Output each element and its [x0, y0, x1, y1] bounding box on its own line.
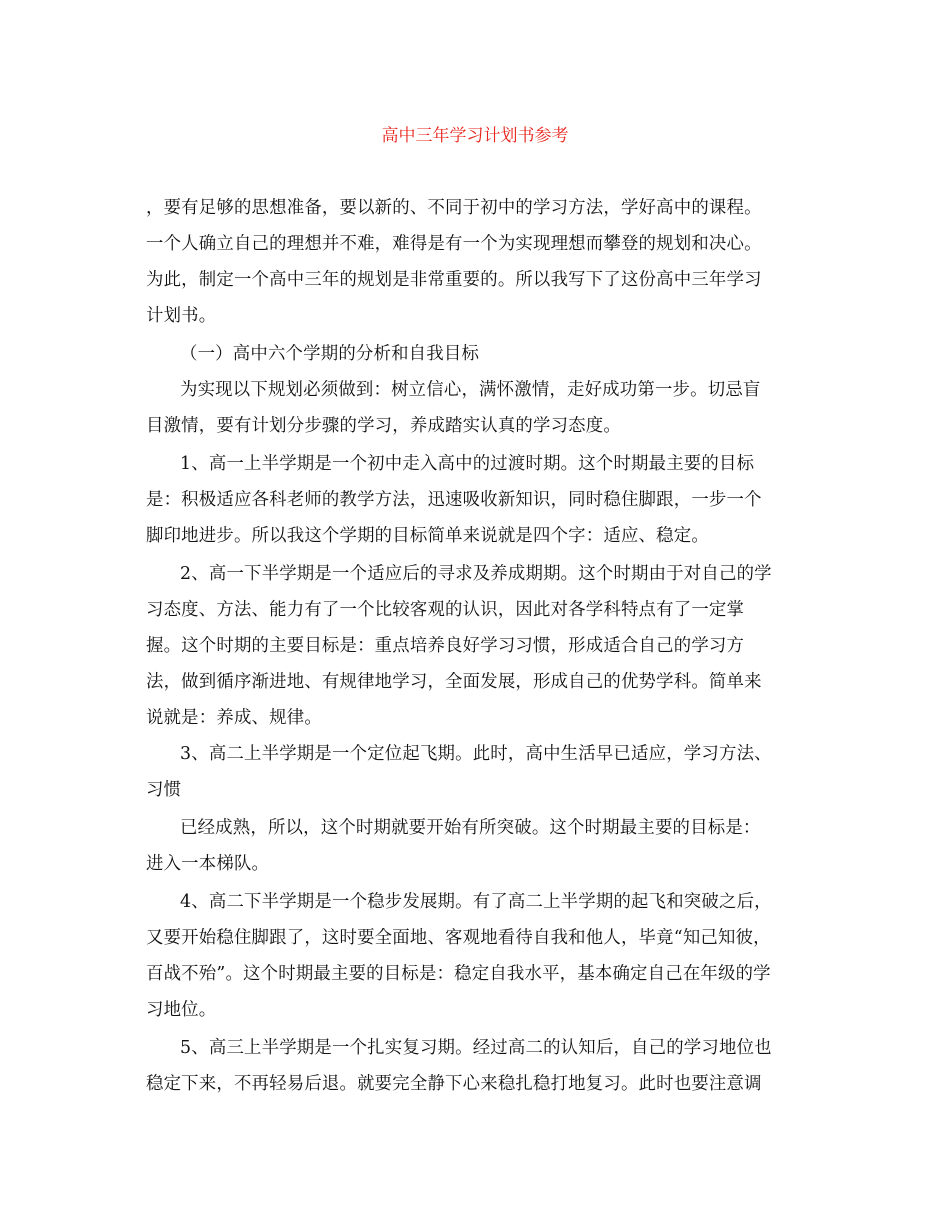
- paragraph-line: 习地位。: [146, 1000, 217, 1020]
- section-heading: （一）高中六个学期的分析和自我目标: [180, 344, 480, 364]
- paragraph-line: 百战不殆”。这个时期最主要的目标是：稳定自我水平，基本确定自己在年级的学: [146, 964, 771, 984]
- paragraph-line: 5、高三上半学期是一个扎实复习期。经过高二的认知后，自己的学习地位也: [180, 1038, 772, 1058]
- document-title: 高中三年学习计划书参考: [381, 126, 569, 146]
- paragraph-line: 4、高二下半学期是一个稳步发展期。有了高二上半学期的起飞和突破之后，: [180, 892, 772, 912]
- paragraph-line: ，要有足够的思想准备，要以新的、不同于初中的学习方法，学好高中的课程。: [146, 198, 762, 218]
- paragraph-line: 2、高一下半学期是一个适应后的寻求及养成期期。这个时期由于对自己的学: [180, 564, 772, 584]
- paragraph-line: 目激情，要有计划分步骤的学习，养成踏实认真的学习态度。: [146, 416, 621, 436]
- paragraph-line: 进入一本梯队。: [146, 854, 270, 874]
- paragraph-line: 说就是：养成、规律。: [146, 708, 322, 728]
- paragraph-line: 1、高一上半学期是一个初中走入高中的过渡时期。这个时期最主要的目标: [180, 454, 755, 474]
- paragraph-line: 一个人确立自己的理想并不难，难得是有一个为实现理想而攀登的规划和决心。: [146, 234, 762, 254]
- paragraph-line: 握。这个时期的主要目标是：重点培养良好学习习惯，形成适合自己的学习方: [146, 636, 745, 656]
- paragraph-line: 已经成熟，所以，这个时期就要开始有所突破。这个时期最主要的目标是：: [180, 818, 761, 838]
- paragraph-line: 习态度、方法、能力有了一个比较客观的认识，因此对各学科特点有了一定掌: [146, 600, 745, 620]
- paragraph-line: 又要开始稳住脚跟了，这时要全面地、客观地看待自我和他人，毕竟“知己知彼，: [146, 928, 771, 948]
- paragraph-line: 3、高二上半学期是一个定位起飞期。此时，高中生活早已适应，学习方法、: [180, 744, 772, 764]
- paragraph-line: 为实现以下规划必须做到：树立信心，满怀激情，走好成功第一步。切忌盲: [180, 380, 761, 400]
- paragraph-line: 为此，制定一个高中三年的规划是非常重要的。所以我写下了这份高中三年学习: [146, 270, 762, 290]
- paragraph-line: 法，做到循序渐进地、有规律地学习，全面发展，形成自己的优势学科。简单来: [146, 672, 762, 692]
- paragraph-line: 习惯: [146, 780, 182, 800]
- paragraph-line: 稳定下来，不再轻易后退。就要完全静下心来稳扎稳打地复习。此时也要注意调: [146, 1074, 762, 1094]
- paragraph-line: 是：积极适应各科老师的教学方法，迅速吸收新知识，同时稳住脚跟，一步一个: [146, 490, 762, 510]
- paragraph-line: 计划书。: [146, 306, 217, 326]
- paragraph-line: 脚印地进步。所以我这个学期的目标简单来说就是四个字：适应、稳定。: [146, 526, 709, 546]
